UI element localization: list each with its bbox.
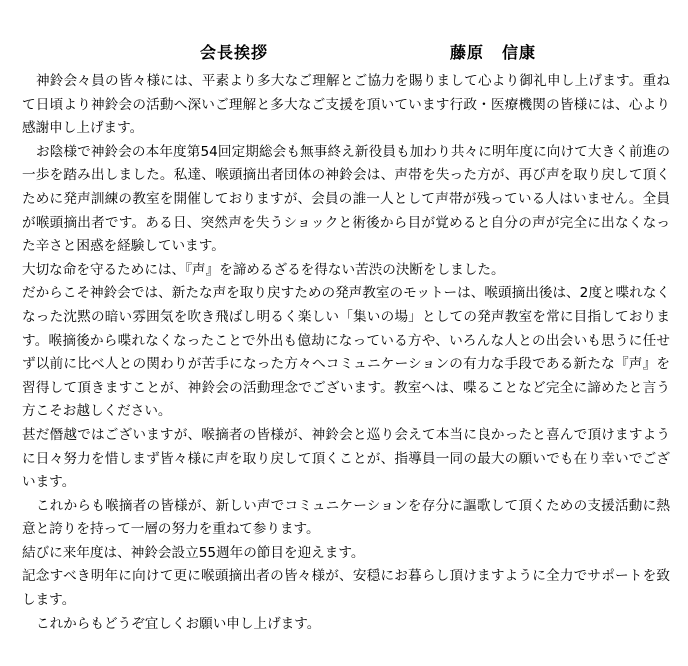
author-given-name: 信康 [502,43,537,62]
paragraph: 甚だ僭越ではございますが、喉摘者の皆様が、神鈴会と巡り会えて本当に良かったと喜んで頂けますように日々努力を惜しまず皆々様に声を取り戻して頂くことが、指導員一同の最大の願いでも在り幸いでございます。 [22,426,670,491]
paragraph: 結びに来年度は、神鈴会設立55週年の節目を迎えます。 [22,544,365,561]
paragraph: だからこそ神鈴会では、新たな声を取り戻すための発声教室のモットーは、喉頭摘出後は、2度と喋れなくなった沈黙の暗い雰囲気を吹き飛ばし明るく楽しい「集いの場」としての発声教室を常に目指しております。喉摘後から喋れなくなったことで外出も億劫になっている方や、いろんな人との出会いも思うに任せず以前に比べ人との関わりが苦手になった方々へコミュニケーションの有力な手段である新たな『声』を習得して頂きますことが、神鈴会の活動理念でございます。教室へは、喋ることなど完全に諦めたと言う方こそお越しください。 [22,285,670,420]
greeting-body [22,70,670,636]
paragraph: これからも喉摘者の皆様が、新しい声でコミュニケーションを存分に謳歌して頂くための支援活動に熱意と誇りを持って一層の努力を重ねて参ります。 [22,497,670,538]
page-title: 会長挨拶 [200,43,269,62]
paragraph: これからもどうぞ宜しくお願い申し上げます。 [36,615,321,632]
paragraph: お陰様で神鈴会の本年度第54回定期総会も無事終え新役員も加わり共々に明年度に向けて大きく前進の一歩を踏み出しました。私達、喉頭摘出者団体の神鈴会は、声帯を失った方が、再び声を取り戻して頂くために発声訓練の教室を開催しておりますが、会員の誰一人として声帯が残っている人はいません。全員が喉頭摘出者です。ある日、突然声を失うショックと術後から目が覚めると自分の声が完全に出なくなった辛さと困惑を経験しています。 [22,143,670,255]
paragraph: 大切な命を守るためには、『声』を諦めるざるを得ない苦渋の決断をしました。 [22,261,505,278]
header [22,40,670,68]
greeting-page [22,40,670,636]
author-name [450,40,536,63]
paragraph: 神鈴会々員の皆々様には、平素より多大なご理解とご協力を賜りまして心より御礼申し上げます。重ねて日頃より神鈴会の活動へ深いご理解と多大なご支援を頂いています行政・医療機関の皆様には、心より感謝申し上げます。 [22,73,670,137]
paragraph: 記念すべき明年に向けて更に喉頭摘出者の皆々様が、安穏にお暮らし頂けますように全力でサポートを致します。 [22,568,670,609]
author-surname: 藤原 [450,43,485,62]
